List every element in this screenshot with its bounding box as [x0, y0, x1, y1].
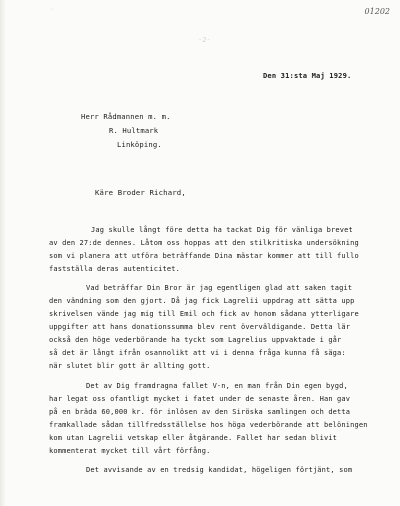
archive-number: 01202	[364, 7, 390, 16]
body-line: på en bräda 60,000 kr. för inlösen av den Siröska samlingen och detta	[49, 408, 351, 416]
body-line: Det av Dig framdragna fallet V-n, en man från Din egen bygd,	[86, 382, 348, 390]
body-line: framkallade sådan tillfredsställelse hos höga vederbörande att belöningen	[49, 421, 368, 429]
salutation: Käre Broder Richard,	[95, 188, 186, 197]
body-line: den vändning som den gjort. Då jag fick Lagrelii uppdrag att sätta upp	[49, 297, 355, 305]
body-line: som vi planera att utföra beträffande Dina mästar kommer att till fullo	[49, 252, 359, 260]
body-line: Jag skulle långt före detta ha tackat Dig för vänliga brevet	[91, 226, 353, 234]
body-line: av den 27:de dennes. Låtom oss hoppas att den stilkritiska undersökning	[49, 239, 359, 247]
body-line: kommenterat mycket till vårt förfång.	[49, 447, 211, 455]
body-line: uppgifter att hans donationssumma blev rent överväldigande. Detta lär	[49, 323, 351, 331]
body-line: har legat oss ofantligt mycket i fatet under de senaste åren. Han gav	[49, 395, 351, 403]
letter-date: Den 31:sta Maj 1929.	[263, 71, 352, 80]
page-marker: -2-	[198, 36, 211, 44]
body-line: när slutet blir gott är allting gott.	[49, 362, 211, 370]
body-line: skrivelsen vände jag mig till Emil och fick av honom sådana ytterligare	[49, 310, 359, 318]
body-line: också den höge vederbörande ha tyckt som Lagrelius uppvaktade i går	[49, 336, 342, 344]
page-edge-shadow	[0, 0, 6, 506]
recipient-title: Herr Rådmannen m. m.	[81, 112, 171, 121]
body-line: kom utan Lagrelii vetskap eller åtgärande. Fallet har sedan blivit	[49, 434, 338, 442]
recipient-city: Linköping.	[117, 140, 162, 149]
body-line: Vad beträffar Din Bror är jag egentligen glad att saken tagit	[86, 284, 353, 292]
body-line: Det avvisande av en tredsig kandidat, högeligen förtjänt, som	[86, 466, 353, 474]
recipient-name: R. Hultmark	[109, 126, 159, 135]
body-line: fastställa deras autenticitet.	[49, 265, 180, 273]
bleed-through-mark: ~	[50, 6, 54, 13]
body-line: så det är långt ifrån osannolikt att vi i denna fråga kunna få säga:	[49, 349, 346, 357]
